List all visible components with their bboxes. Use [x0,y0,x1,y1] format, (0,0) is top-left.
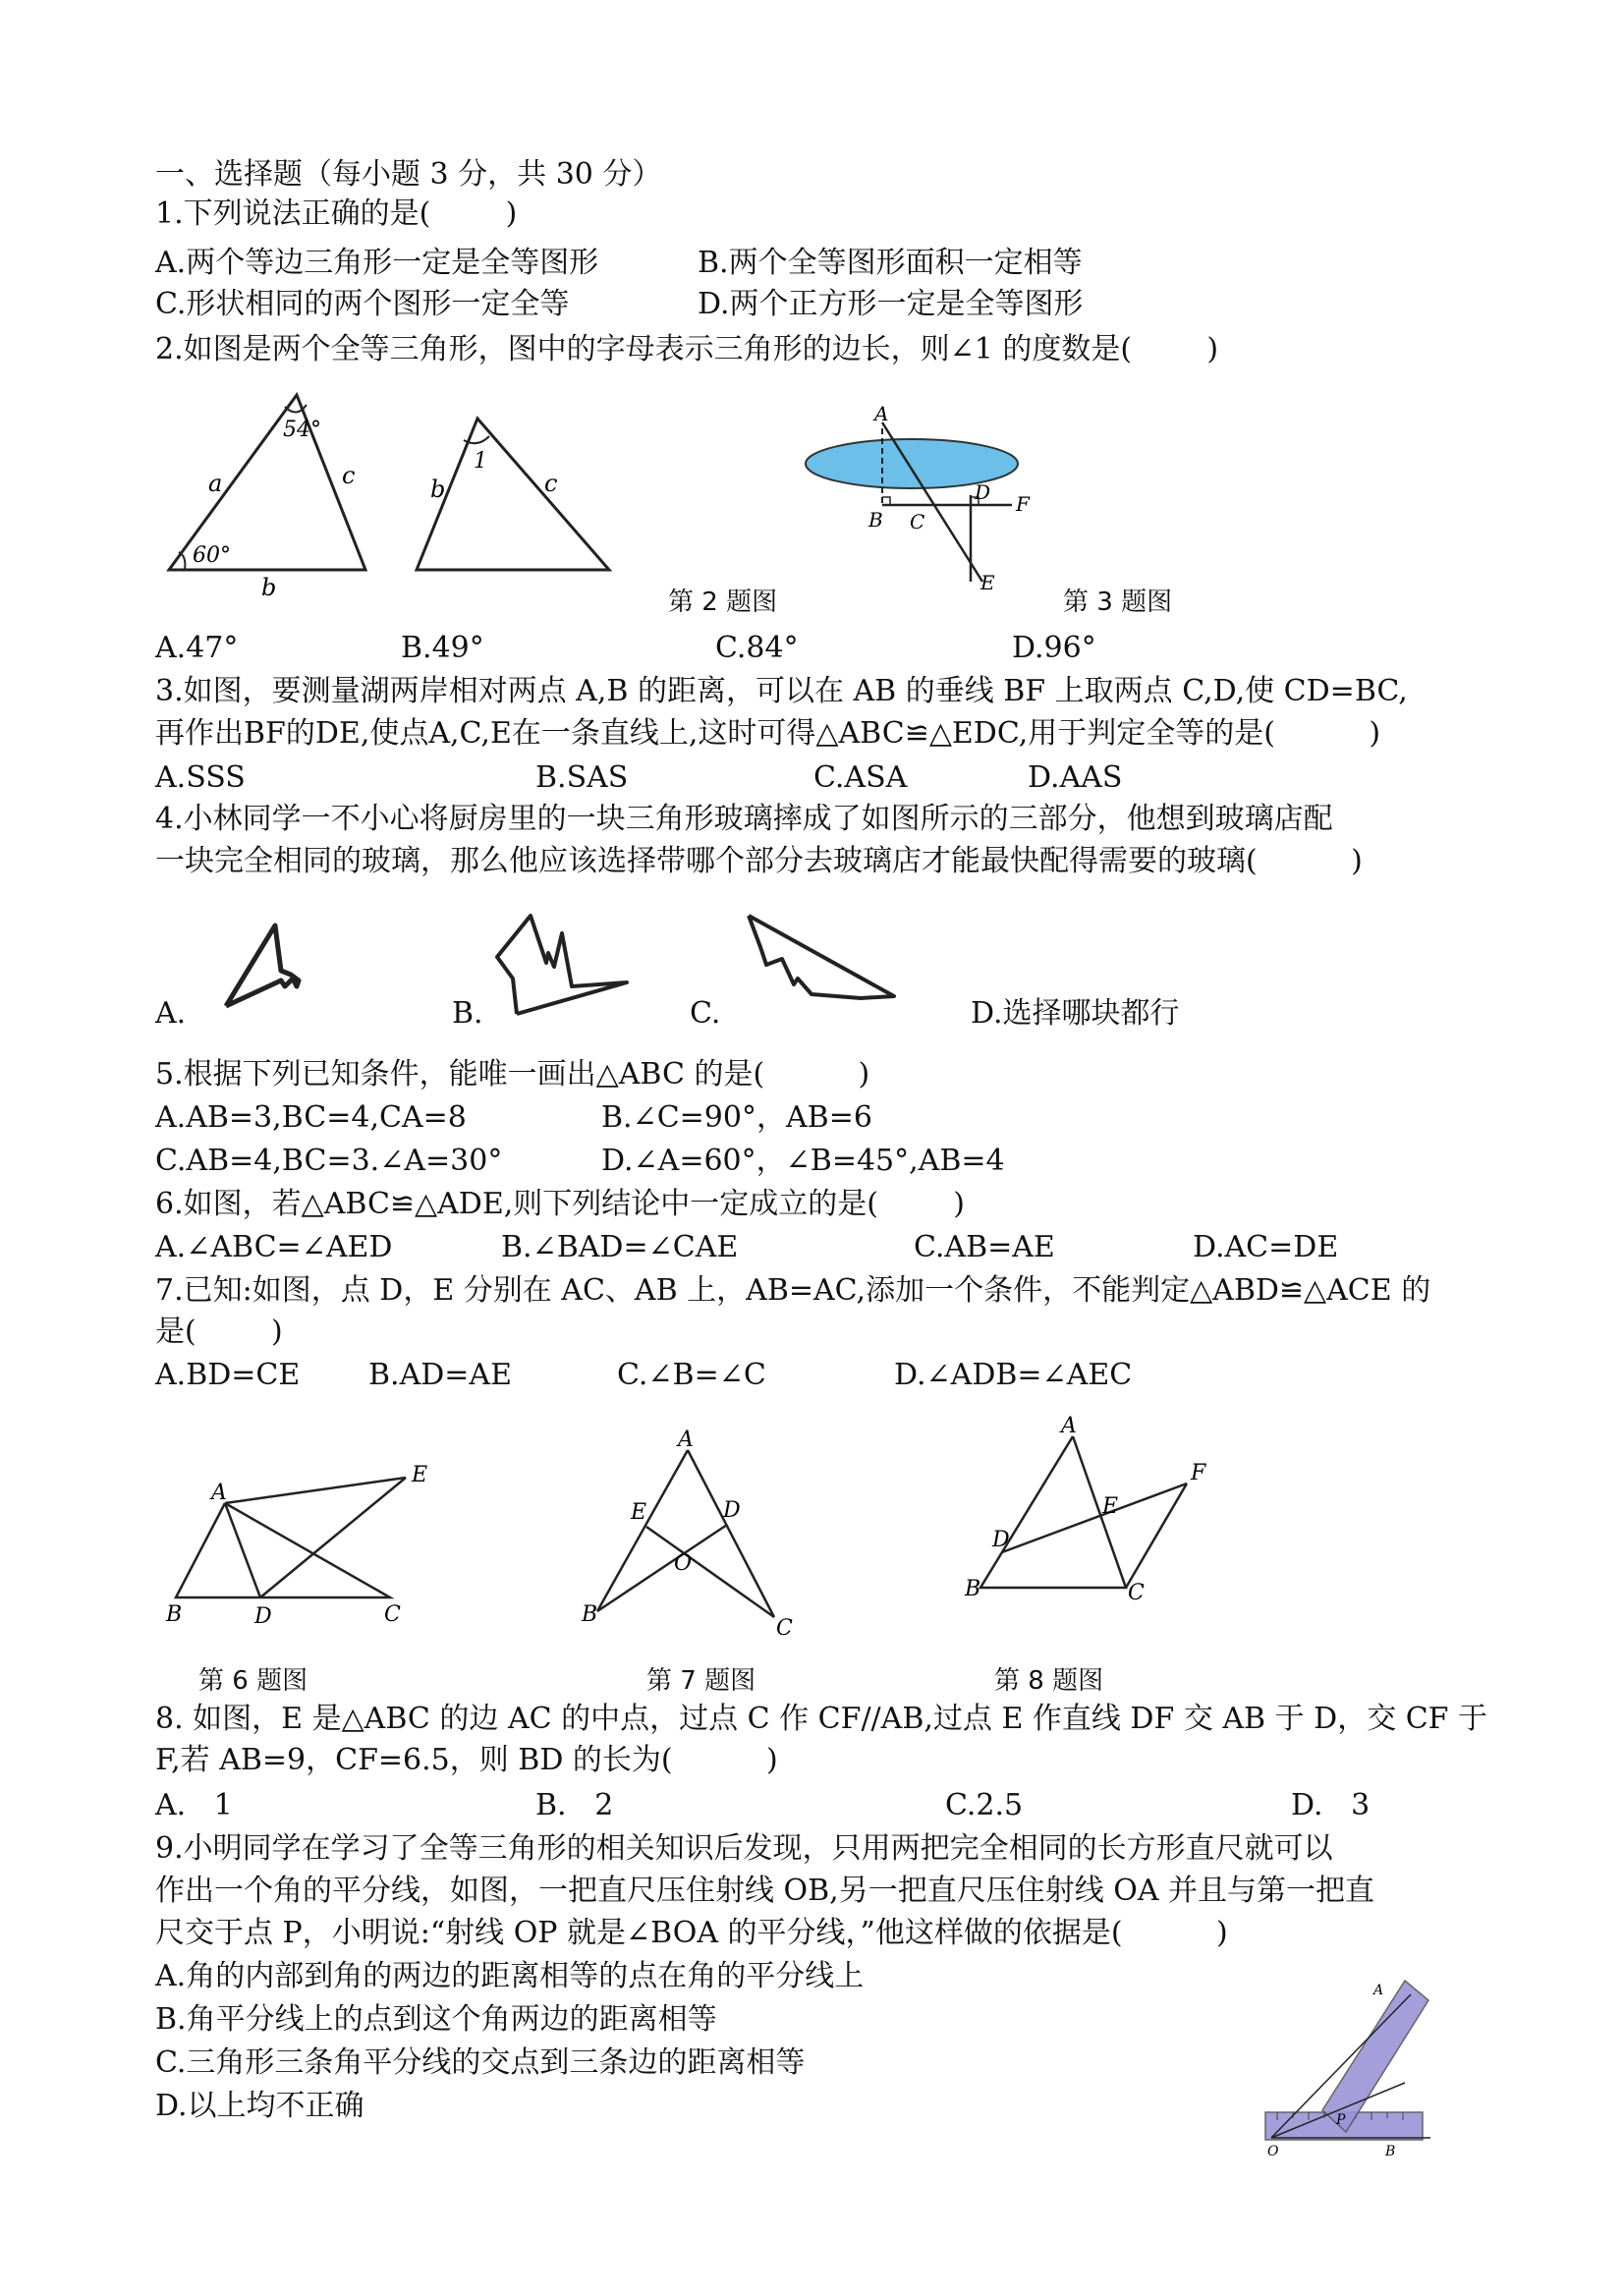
fig7-caption: 第 7 题图 [646,1666,756,1696]
q6-option-c: C.AB=AE [914,1230,1055,1264]
q3-option-c: C.ASA [813,760,908,795]
q1-option-d: D.两个正方形一定是全等图形 [698,287,1084,321]
fig6-label-d: D [254,1604,272,1629]
q2-option-c: C.84° [715,631,799,665]
q9-stem-line1: 9.小明同学在学习了全等三角形的相关知识后发现，只用两把完全相同的长方形直尺就可以 [155,1831,1333,1866]
fig2-label-54: 54° [283,418,321,442]
q8-stem-line2: F,若 AB=9，CF=6.5，则 BD 的长为( ) [155,1743,778,1777]
q6-option-a: A.∠ABC=∠AED [155,1230,393,1264]
fig2-label-c2: c [544,470,558,497]
q3-stem-line2: 再作出BF的DE,使点A,C,E在一条直线上,这时可得△ABC≌△EDC,用于判定全等的是( ) [155,716,1381,751]
glass-piece-a [216,924,314,1022]
q5-stem: 5.根据下列已知条件，能唯一画出△ABC 的是( ) [155,1057,870,1092]
q9-option-b: B.角平分线上的点到这个角两边的距离相等 [155,2002,717,2037]
q1-option-c: C.形状相同的两个图形一定全等 [155,287,570,321]
fig6-label-e: E [412,1463,428,1487]
q8-option-d: D. 3 [1291,1788,1371,1822]
q5-option-a: A.AB=3,BC=4,CA=8 [155,1100,467,1135]
fig8-label-a: A [1061,1414,1077,1438]
glass-piece-b [491,914,639,1022]
fig6-label-c: C [384,1602,401,1627]
q9-stem-line3: 尺交于点 P，小明说:“射线 OP 就是∠BOA 的平分线，”他这样做的依据是( ) [155,1916,1228,1950]
q6-option-b: B.∠BAD=∠CAE [501,1230,739,1264]
q9-option-c: C.三角形三条角平分线的交点到三条边的距离相等 [155,2045,806,2080]
fig3-caption: 第 3 题图 [1063,588,1173,617]
fig6-label-a: A [211,1481,227,1505]
fig9-label-a: A [1373,1983,1384,1998]
fig6-figure [162,1454,457,1631]
q8-option-b: B. 2 [535,1788,614,1822]
q3-option-d: D.AAS [1028,760,1123,795]
section-title: 一、选择题（每小题 3 分，共 30 分） [155,157,662,192]
fig2-label-a: a [208,470,223,497]
fig2-label-b2: b [430,476,446,503]
q4-option-b: B. [452,996,483,1031]
fig2-caption: 第 2 题图 [668,588,778,617]
fig9-rulers-figure [1258,1975,1434,2161]
q5-option-d: D.∠A=60°，∠B=45°,AB=4 [601,1144,1005,1178]
fig2-label-b1: b [261,574,277,601]
q4-stem-line2: 一块完全相同的玻璃，那么他应该选择带哪个部分去玻璃店才能最快配得需要的玻璃( ) [155,844,1363,878]
q3-stem-line1: 3.如图，要测量湖两岸相对两点 A,B 的距离，可以在 AB 的垂线 BF 上取两点 C,D,使 CD=BC, [155,674,1408,708]
q1-option-b: B.两个全等图形面积一定相等 [698,246,1083,280]
q2-stem: 2.如图是两个全等三角形，图中的字母表示三角形的边长，则∠1 的度数是( ) [155,332,1219,366]
fig7-label-c: C [776,1616,793,1641]
q4-option-d: D.选择哪块都行 [971,996,1180,1031]
fig8-label-f: F [1191,1461,1206,1485]
fig3-lake-figure [806,403,1032,599]
q7-option-d: D.∠ADB=∠AEC [894,1358,1133,1392]
q1-option-a: A.两个等边三角形一定是全等图形 [155,246,599,280]
glass-piece-c [737,908,904,1016]
q7-option-a: A.BD=CE [155,1358,301,1392]
q3-option-a: A.SSS [155,760,246,795]
q9-option-d: D.以上均不正确 [155,2089,364,2123]
q4-option-c: C. [690,996,721,1031]
q8-option-a: A. 1 [155,1788,233,1822]
fig8-label-e: E [1102,1494,1119,1519]
fig3-label-a: A [874,402,889,425]
fig7-label-d: D [723,1498,741,1523]
q7-stem-line1: 7.已知:如图，点 D，E 分别在 AC、AB 上，AB=AC,添加一个条件，不能判定△ABD≌△ACE 的 [155,1273,1431,1308]
q4-stem-line1: 4.小林同学一不小心将厨房里的一块三角形玻璃摔成了如图所示的三部分，他想到玻璃店配 [155,802,1333,836]
fig2-label-c1: c [342,462,356,489]
q7-option-b: B.AD=AE [368,1358,513,1392]
q5-option-c: C.AB=4,BC=3.∠A=30° [155,1144,503,1178]
fig3-label-e: E [980,571,995,594]
q9-option-a: A.角的内部到角的两边的距离相等的点在角的平分线上 [155,1959,865,1993]
fig9-label-o: O [1267,2144,1279,2159]
fig2-label-1: 1 [474,449,487,474]
fig8-caption: 第 8 题图 [994,1666,1104,1696]
fig7-label-o: O [674,1551,693,1576]
q8-stem-line1: 8. 如图，E 是△ABC 的边 AC 的中点，过点 C 作 CF//AB,过点 E 作直线 DF 交 AB 于 D，交 CF 于 [155,1702,1488,1736]
fig8-label-b: B [965,1577,981,1601]
q3-option-b: B.SAS [535,760,629,795]
fig7-label-e: E [631,1500,647,1525]
fig3-label-c: C [910,510,925,533]
q5-option-b: B.∠C=90°，AB=6 [601,1100,872,1135]
fig9-label-b: B [1385,2144,1396,2159]
q6-option-d: D.AC=DE [1193,1230,1339,1264]
fig7-figure [570,1425,806,1641]
fig9-label-p: P [1336,2112,1346,2128]
q9-stem-line2: 作出一个角的平分线，如图，一把直尺压住射线 OB,另一把直尺压住射线 OA 并且与第一把直 [155,1874,1375,1908]
fig3-label-d: D [975,480,991,504]
fig3-label-b: B [868,508,883,532]
fig6-caption: 第 6 题图 [198,1666,308,1696]
fig8-label-d: D [992,1528,1010,1552]
fig3-label-f: F [1016,492,1030,516]
q7-option-c: C.∠B=∠C [617,1358,766,1392]
q1-stem: 1.下列说法正确的是( ) [155,196,518,231]
fig2-triangles [157,383,619,609]
fig7-label-a: A [678,1428,694,1452]
fig2-label-60: 60° [193,543,231,568]
fig8-figure [953,1415,1218,1611]
q7-stem-line2: 是( ) [155,1315,283,1349]
fig6-label-b: B [166,1602,183,1627]
q2-option-b: B.49° [401,631,484,665]
q6-stem: 6.如图，若△ABC≌△ADE,则下列结论中一定成立的是( ) [155,1187,965,1221]
q4-option-a: A. [155,996,187,1031]
q2-option-d: D.96° [1012,631,1096,665]
fig7-label-b: B [582,1602,598,1627]
q8-option-c: C.2.5 [945,1788,1024,1822]
fig8-label-c: C [1128,1581,1145,1605]
q2-option-a: A.47° [155,631,239,665]
